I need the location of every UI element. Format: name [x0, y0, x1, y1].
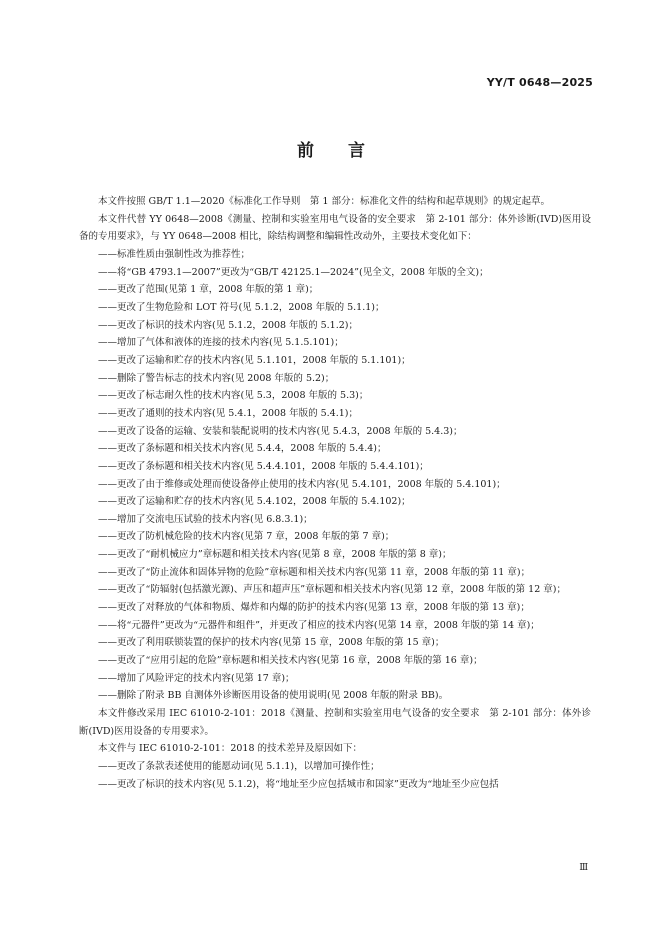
change-item: ——更改了由于维修或处理而使设备停止使用的技术内容(见 5.4.101，2008 年版的 5.4.101)； [98, 478, 506, 490]
change-item: ——更改了标识的技术内容(见 5.1.2，2008 年版的 5.1.2)； [98, 319, 358, 331]
change-item: ——更改了范围(见第 1 章，2008 年版的第 1 章)； [98, 284, 319, 296]
change-item: ——更改了“防止流体和固体异物的危险”章标题和相关技术内容(见第 11 章，2008 年版的第 11 章)； [98, 566, 531, 578]
change-item: ——更改了条标题和相关技术内容(见 5.4.4.101，2008 年版的 5.4.4.101)； [98, 460, 429, 472]
change-item: ——更改了“耐机械应力”章标题和相关技术内容(见第 8 章，2008 年版的第 8 章)； [98, 549, 452, 561]
change-item: ——更改了生物危险和 LOT 符号(见 5.1.2，2008 年版的 5.1.1)； [98, 301, 385, 313]
change-item: ——更改了运输和贮存的技术内容(见 5.1.101，2008 年版的 5.1.101)； [98, 354, 411, 366]
change-item: ——更改了对释放的气体和物质、爆炸和内爆的防护的技术内容(见第 13 章，2008 年版的第 13 章)； [98, 602, 530, 614]
change-item: ——更改了条标题和相关技术内容(见 5.4.4，2008 年版的 5.4.4)； [98, 443, 387, 455]
difference-item: ——更改了条款表述使用的能愿动词(见 5.1.1)，以增加可操作性； [98, 761, 380, 772]
change-item: ——增加了风险评定的技术内容(见第 17 章)； [98, 672, 295, 684]
change-item: ——标准性质由强制性改为推荐性； [98, 248, 251, 260]
change-item: ——更改了利用联锁装置的保护的技术内容(见第 15 章，2008 年版的第 15 章)； [98, 637, 445, 649]
page-number: Ⅲ [579, 863, 588, 873]
change-item: ——将“元器件”更改为“元器件和组件”，并更改了相应的技术内容(见第 14 章，2008 年版的第 14 章)； [98, 619, 540, 631]
intro-paragraph: 本文件代替 YY 0648—2008《测量、控制和实验室用电气设备的安全要求 第 2-101 部分：体外诊断(IVD)医用设备的专用要求》，与 YY 0648—2008 相比，除结构调整和编辑性改动外，主要技术变化如下： [79, 213, 591, 243]
intro-paragraph: 本文件按照 GB/T 1.1—2020《标准化工作导则 第 1 部分：标准化文件的结构和起草规则》的规定起草。 [98, 196, 551, 207]
change-item: ——更改了“防辐射(包括激光源)、声压和超声压”章标题和相关技术内容(见第 12 章，2008 年版的第 12 章)； [98, 584, 566, 596]
change-item: ——删除了附录 BB 自测体外诊断医用设备的使用说明(见 2008 年版的附录 BB)。 [98, 690, 449, 702]
change-item: ——更改了“应用引起的危险”章标题和相关技术内容(见第 16 章，2008 年版的第 16 章)； [98, 655, 483, 667]
change-item: ——删除了警告标志的技术内容(见 2008 年版的 5.2)； [98, 372, 335, 384]
change-item: ——将“GB 4793.1—2007”更改为“GB/T 42125.1—2024”(见全文，2008 年版的全文)； [98, 266, 489, 278]
standard-number: YY/T 0648—2025 [486, 76, 593, 89]
change-item: ——更改了通则的技术内容(见 5.4.1，2008 年版的 5.4.1)； [98, 407, 358, 419]
change-item: ——增加了气体和液体的连接的技术内容(见 5.1.5.101)； [98, 337, 344, 349]
change-item: ——更改了标志耐久性的技术内容(见 5.3，2008 年版的 5.3)； [98, 390, 369, 402]
change-item: ——更改了设备的运输、安装和装配说明的技术内容(见 5.4.3，2008 年版的 5.4.3)； [98, 425, 463, 437]
change-item: ——更改了防机械危险的技术内容(见第 7 章，2008 年版的第 7 章)； [98, 531, 395, 543]
document-body [79, 193, 591, 793]
change-item: ——更改了运输和贮存的技术内容(见 5.4.102，2008 年版的 5.4.102)； [98, 496, 411, 508]
iec-paragraph: 本文件与 IEC 61010-2-101：2018 的技术差异及原因如下： [98, 743, 363, 755]
change-item: ——增加了交流电压试验的技术内容(见 6.8.3.1)； [98, 513, 313, 525]
iec-paragraph: 本文件修改采用 IEC 61010-2-101：2018《测量、控制和实验室用电气设备的安全要求 第 2-101 部分：体外诊断(IVD)医用设备的专用要求》。 [79, 708, 591, 737]
difference-item: ——更改了标识的技术内容(见 5.1.2)，将“地址至少应包括城市和国家”更改为“地址至少应包括 [98, 778, 499, 790]
page-title: 前 言 [297, 141, 365, 161]
